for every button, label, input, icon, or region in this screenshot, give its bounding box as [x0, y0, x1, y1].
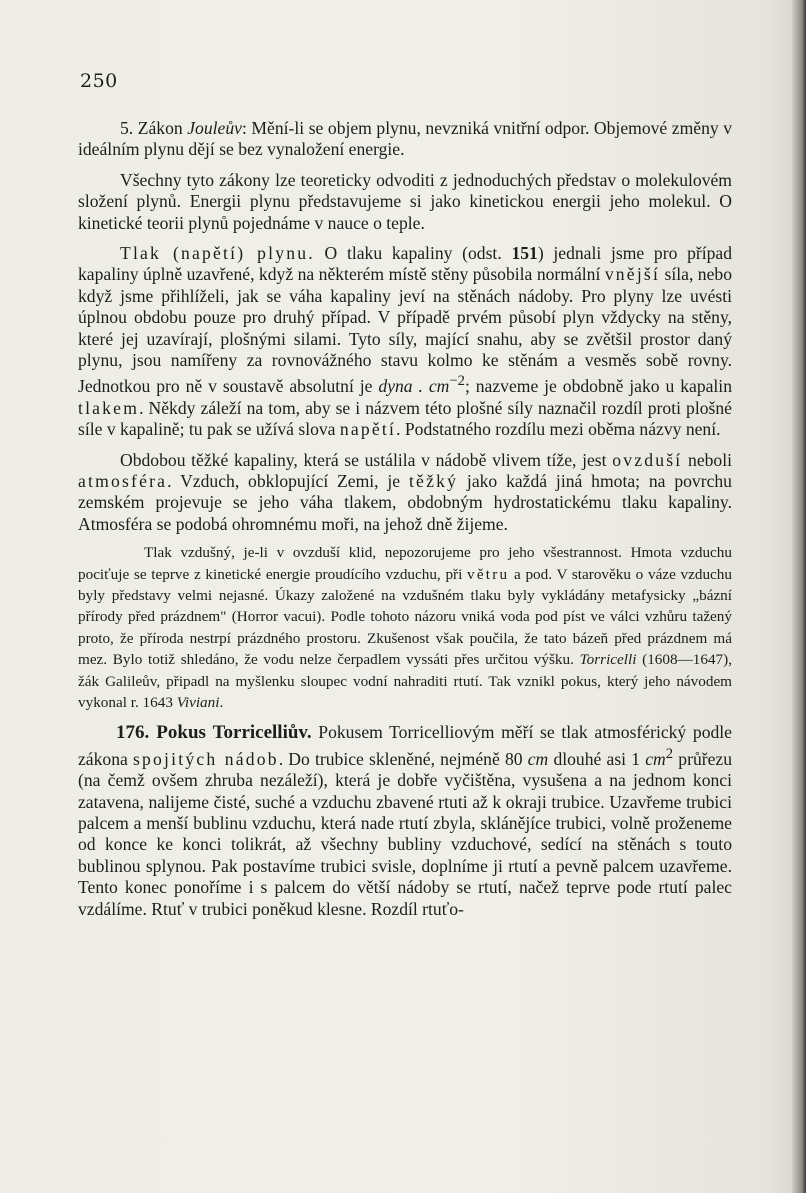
section-reference: 151 [511, 243, 538, 264]
heading-gas-pressure: Tlak (napětí) plynu. [120, 243, 315, 264]
name-torricelli: Torricelli [579, 651, 637, 669]
paragraph-joule-law: 5. Zákon Jouleův: Mění-li se objem plynu, nevzniká vnitřní odpor. Objemové změny v ideálním plynu dějí se bez vynaložení energie. [78, 118, 732, 160]
page-number: 250 [80, 70, 118, 92]
paragraph-kinetic-theory: Všechny tyto zákony lze teoreticky odvoditi z jednoduchých představ o molekulovém složení plynů. Energii plynu představujeme si jako kinetickou energii jeho molekul. O kinetické teorii plynů pojednáme v nauce o teple. [78, 169, 732, 233]
page-edge-shadow [792, 0, 806, 1193]
paragraph-torricelli-experiment: 176. Pokus Torricelliův. Pokusem Torricelliovým měří se tlak atmosférický podle zákona spojitých nádob. Do trubice skleněné, nejméně 80 cm dlouhé asi 1 $cm^2$ průřezu (na čemž ovšem zhruba nezáleží), která je dobře vyčištěna, vysušena a na jednom konci zatavena, nalijeme čisté, suché a vzduchu zbavené rtuti až k okraji trubice. Uzavřeme trubici palcem a menší bublinu vzduchu, která nade rtutí zbyla, sklánějíce trubici, volně proženeme od konce ke konci tolikrát, až všechny bubliny vzduchové, sedící na stěnách s touto bublinou splynou. Pak postavíme trubici svisle, doplníme ji rtutí a pevně palcem uzavřeme. Tento konec ponoříme i s palcem do větší nádoby se rtutí, načež teprve pode rtutí palec vzdálíme. Rtuť v trubici poněkud klesne. Rozdíl rtuťo- [78, 722, 733, 919]
page-body [78, 118, 732, 920]
unit-dyna-cm: dyna . cm [378, 376, 450, 397]
paragraph-gas-pressure: Tlak (napětí) plynu. O tlaku kapaliny (odst. 151) jednali jsme pro případ kapaliny úplně uzavřené, když na některém místě stěny působila normální vnější síla, nebo když jsme přihlíželi, jak se váha kapaliny jeví na stěnách nádoby. Pro plyny lze uvésti úplnou obdobu pouze pro druhý případ. V případě prvém působí plyn vždycky na stěny, které jej uzavírají, plošnými silami. Tyto síly, mající snahu, aby se zvětšil prostor daný plynu, jsou namířeny za rovnovážného stavu kolmo ke stěnám a vesměs sobě rovny. Jednotkou pro ně v soustavě absolutní je dyna . $cm^{-2}$; nazveme je obdobně jako u kapalin tlakem. Někdy záleží na tom, aby se i názvem této plošné síly naznačil rozdíl proti plošné síle v kapalině; tu pak se užívá slova napětí. Podstatného rozdílu mezi oběma názvy není. [78, 243, 733, 440]
name-joule: Jouleův [187, 118, 242, 138]
paragraph-atmosphere: Obdobou těžké kapaliny, která se ustálila v nádobě vlivem tíže, jest ovzduší neboli atmosféra. Vzduch, obklopující Zemi, je těžký jako každá jiná hmota; na povrchu zemském projevuje se jeho váha tlakem, obdobným hydrostatickému tlaku kapaliny. Atmosféra se podobá ohromnému moři, na jehož dně žijeme. [78, 449, 732, 534]
section-heading-176: 176. Pokus Torricelliův. [116, 722, 312, 744]
paragraph-historical-note: Tlak vzdušný, je-li v ovzduší klid, nepozorujeme pro jeho všestrannost. Hmota vzduchu pociťuje se teprve z kinetické energie proudícího vzduchu, při větru a pod. V starověku o váze vzduchu byly představy velmi nejasné. Úkazy založené na vzdušném tlaku byly vykládány metafysicky „bázní přírody před prázdnem" (Horror vacui). Podle tohoto názoru vniká voda pod píst ve válci vzhůru tažený proto, že příroda nestrpí prázdného prostoru. Zkušenost však poučila, že tato bázeň před prázdnem má mez. Bylo totiž shledáno, že vodu nelze čerpadlem vyssáti přes určitou výšku. Torricelli (1608—1647), žák Galileův, připadl na myšlenku sloupec vodní nahraditi rtutí. Tak vznikl pokus, který jeho návodem vykonal r. 1643 Viviani. [78, 544, 732, 712]
name-viviani: Viviani [176, 694, 220, 712]
